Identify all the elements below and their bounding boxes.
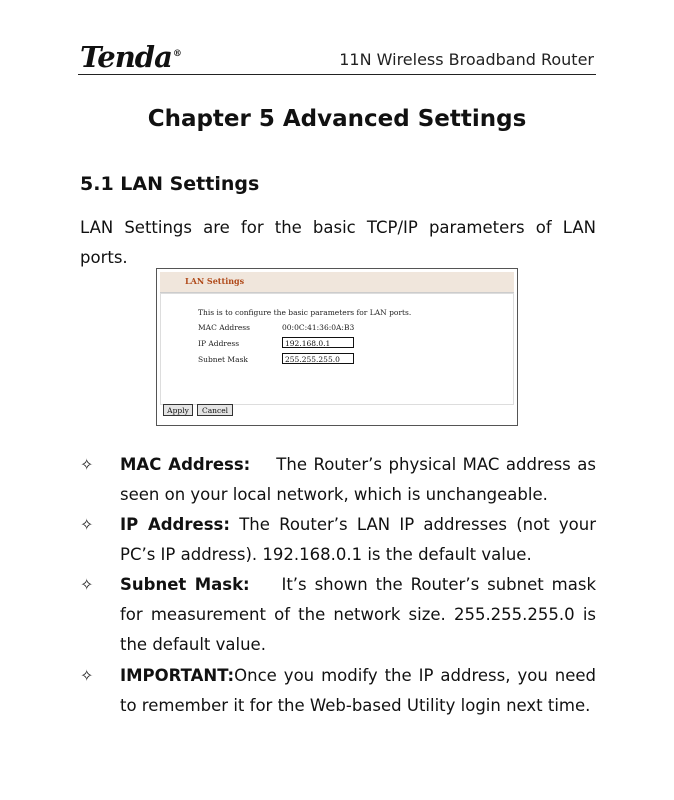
chapter-title: Chapter 5 Advanced Settings (147, 106, 527, 132)
bullet-icon: ✧ (80, 455, 94, 474)
cancel-button[interactable]: Cancel (197, 404, 233, 416)
product-name: 11N Wireless Broadband Router (339, 50, 594, 69)
bullet-term: IMPORTANT: (120, 666, 235, 685)
subnet-mask-label: Subnet Mask (198, 355, 248, 364)
bullet-item-subnet-mask (120, 570, 596, 660)
panel-title: LAN Settings (185, 276, 245, 286)
bullet-item-mac-address (120, 450, 596, 510)
bullet-item-important (120, 661, 596, 721)
bullet-item-ip-address (120, 510, 596, 570)
bullet-icon: ✧ (80, 666, 94, 685)
section-title: 5.1 LAN Settings (80, 173, 260, 195)
bullet-description: It’s shown the Router’s subnet mask for measurement of the network size. 255.255.255.0 is the default value. (120, 575, 596, 654)
bullet-icon: ✧ (80, 575, 94, 594)
apply-button[interactable]: Apply (163, 404, 193, 416)
bullet-description: The Router’s physical MAC address as seen on your local network, which is unchangeable. (120, 455, 596, 504)
panel-title-bar (160, 272, 514, 293)
bullet-description: The Router’s LAN IP addresses (not your PC’s IP address). 192.168.0.1 is the default value. (120, 515, 597, 564)
logo-text: Tenda (80, 40, 172, 74)
bullet-term: Subnet Mask: (120, 575, 250, 594)
tenda-logo (80, 40, 181, 74)
ip-address-field[interactable]: 192.168.0.1 (282, 337, 354, 348)
mac-address-label: MAC Address (198, 323, 250, 332)
bullet-term: IP Address: (120, 515, 230, 534)
ip-address-label: IP Address (198, 339, 240, 348)
intro-paragraph: LAN Settings are for the basic TCP/IP parameters of LAN ports. (80, 218, 596, 267)
mac-address-value: 00:0C:41:36:0A:B3 (282, 323, 355, 332)
bullet-description: Once you modify the IP address, you need to remember it for the Web-based Utility login next time. (120, 666, 596, 715)
lan-settings-screenshot (156, 268, 518, 426)
panel-description: This is to configure the basic parameters for LAN ports. (198, 308, 412, 317)
bullet-term: MAC Address: (120, 455, 251, 474)
subnet-mask-field[interactable]: 255.255.255.0 (282, 353, 354, 364)
page-header (78, 38, 596, 75)
bullet-icon: ✧ (80, 515, 94, 534)
registered-mark: ® (172, 49, 181, 60)
